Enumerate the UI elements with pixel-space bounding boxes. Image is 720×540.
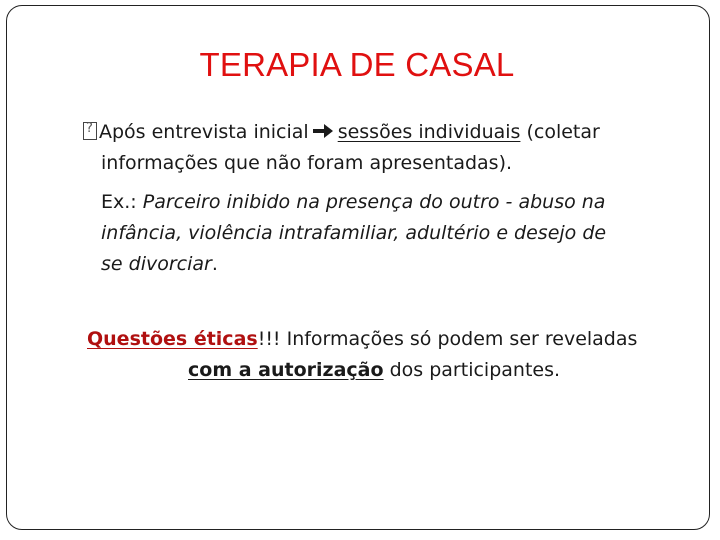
bullet-line-1-prefix: Após entrevista inicial <box>99 121 309 143</box>
example-line-3 <box>101 253 218 275</box>
example-text-3: se divorciar <box>101 253 212 275</box>
bullet-line-1 <box>83 121 600 144</box>
example-text-1: Parceiro inibido na presença do outro - abuso na <box>142 191 606 213</box>
ethics-line-2-suffix: dos participantes. <box>383 359 561 381</box>
bullet-line-1-suffix: (coletar <box>520 121 600 143</box>
bullet-line-2: informações que não foram apresentadas). <box>101 152 513 174</box>
example-label: Ex.: <box>101 191 143 213</box>
missing-glyph-box-icon <box>83 122 97 140</box>
ethics-label: Questões éticas <box>87 328 258 350</box>
example-period: . <box>211 253 218 275</box>
autorizacao-text: com a autorização <box>188 359 384 381</box>
example-line-2: infância, violência intrafamiliar, adultério e desejo de <box>101 222 607 244</box>
ethics-line-2 <box>188 359 560 381</box>
ethics-exclaim-text: !!! Informações só podem ser reveladas <box>257 328 638 350</box>
slide-title: TERAPIA DE CASAL <box>199 46 515 83</box>
ethics-line-1 <box>87 328 637 350</box>
example-line-1 <box>101 191 605 213</box>
sessoes-individuais-text: sessões individuais <box>337 121 521 143</box>
right-arrow-icon <box>312 122 334 144</box>
